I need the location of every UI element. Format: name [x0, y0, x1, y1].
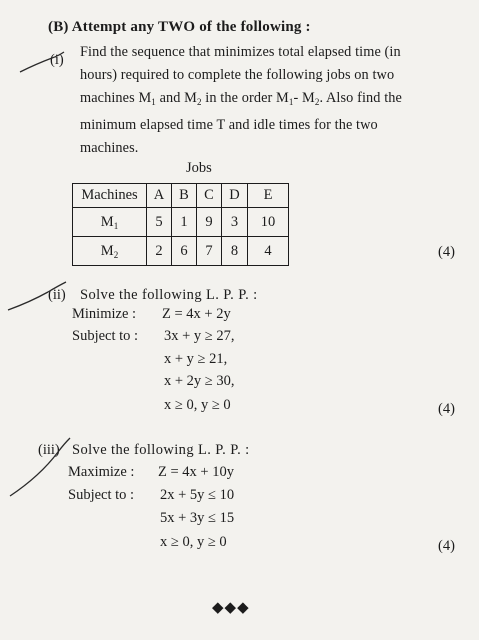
question-2-objective-label: Minimize : — [72, 306, 137, 322]
question-2-constraint-4: x ≥ 0, y ≥ 0 — [164, 397, 231, 413]
table-header-cell: A — [147, 184, 172, 208]
question-2-objective: Z = 4x + 2y — [162, 306, 231, 322]
table-cell: 6 — [172, 237, 197, 266]
question-1-number: (i) — [50, 52, 64, 68]
table-cell: 9 — [197, 208, 222, 237]
table-cell: 3 — [222, 208, 248, 237]
question-3-objective: Z = 4x + 10y — [158, 464, 234, 480]
question-3-constraint-1: 2x + 5y ≤ 10 — [160, 487, 235, 503]
table-header-cell: E — [248, 184, 289, 208]
question-3-title: Solve the following L. P. P. : — [72, 442, 250, 458]
table-header-cell: C — [197, 184, 222, 208]
table-machine-cell: $M_2$ — [73, 237, 147, 266]
table-cell: 4 — [248, 237, 289, 266]
question-2-constraint-1: 3x + y ≥ 27, — [164, 328, 235, 344]
table-cell: 2 — [147, 237, 172, 266]
section-heading: (B) Attempt any TWO of the following : — [48, 19, 311, 35]
table-row — [73, 208, 289, 237]
table-cell: 7 — [197, 237, 222, 266]
question-1-marks: (4) — [438, 244, 455, 260]
table-machine-cell: $M_1$ — [73, 208, 147, 237]
table-header-cell: D — [222, 184, 248, 208]
table-cell: 10 — [248, 208, 289, 237]
question-3-subject-label: Subject to : — [68, 487, 135, 503]
table-header-row — [73, 184, 289, 208]
question-1-line-5: machines. — [80, 140, 139, 156]
question-2-constraint-3: x + 2y ≥ 30, — [164, 373, 235, 389]
table-cell: 1 — [172, 208, 197, 237]
question-1-line-3: machines $M_1$ and $M_2$ in the order $M_1-$ $M_2$. Also find the — [80, 90, 402, 107]
table-header-cell: Machines — [73, 184, 147, 208]
question-2-subject-label: Subject to : — [72, 328, 139, 344]
question-1-line-4: minimum elapsed time T and idle times for the two — [80, 117, 378, 133]
table-cell: 5 — [147, 208, 172, 237]
table-header-cell: B — [172, 184, 197, 208]
question-1-line-2: hours) required to complete the following jobs on two — [80, 67, 395, 83]
question-3-marks: (4) — [438, 538, 455, 554]
table-row — [73, 237, 289, 266]
question-2-number: (ii) — [48, 287, 66, 303]
question-2-marks: (4) — [438, 401, 455, 417]
question-3-constraint-3: x ≥ 0, y ≥ 0 — [160, 534, 227, 550]
table-cell: 8 — [222, 237, 248, 266]
end-marker-diamonds: ◆◆◆ — [212, 600, 250, 616]
question-3-objective-label: Maximize : — [68, 464, 135, 480]
question-3-constraint-2: 5x + 3y ≤ 15 — [160, 510, 235, 526]
question-1-line-1: Find the sequence that minimizes total elapsed time (in — [80, 44, 401, 60]
question-2-title: Solve the following L. P. P. : — [80, 287, 258, 303]
question-3-number: (iii) — [38, 442, 60, 458]
question-1-text — [80, 41, 470, 160]
question-2-constraint-2: x + y ≥ 21, — [164, 351, 228, 367]
jobs-table — [72, 183, 289, 266]
jobs-table-title: Jobs — [186, 160, 212, 176]
